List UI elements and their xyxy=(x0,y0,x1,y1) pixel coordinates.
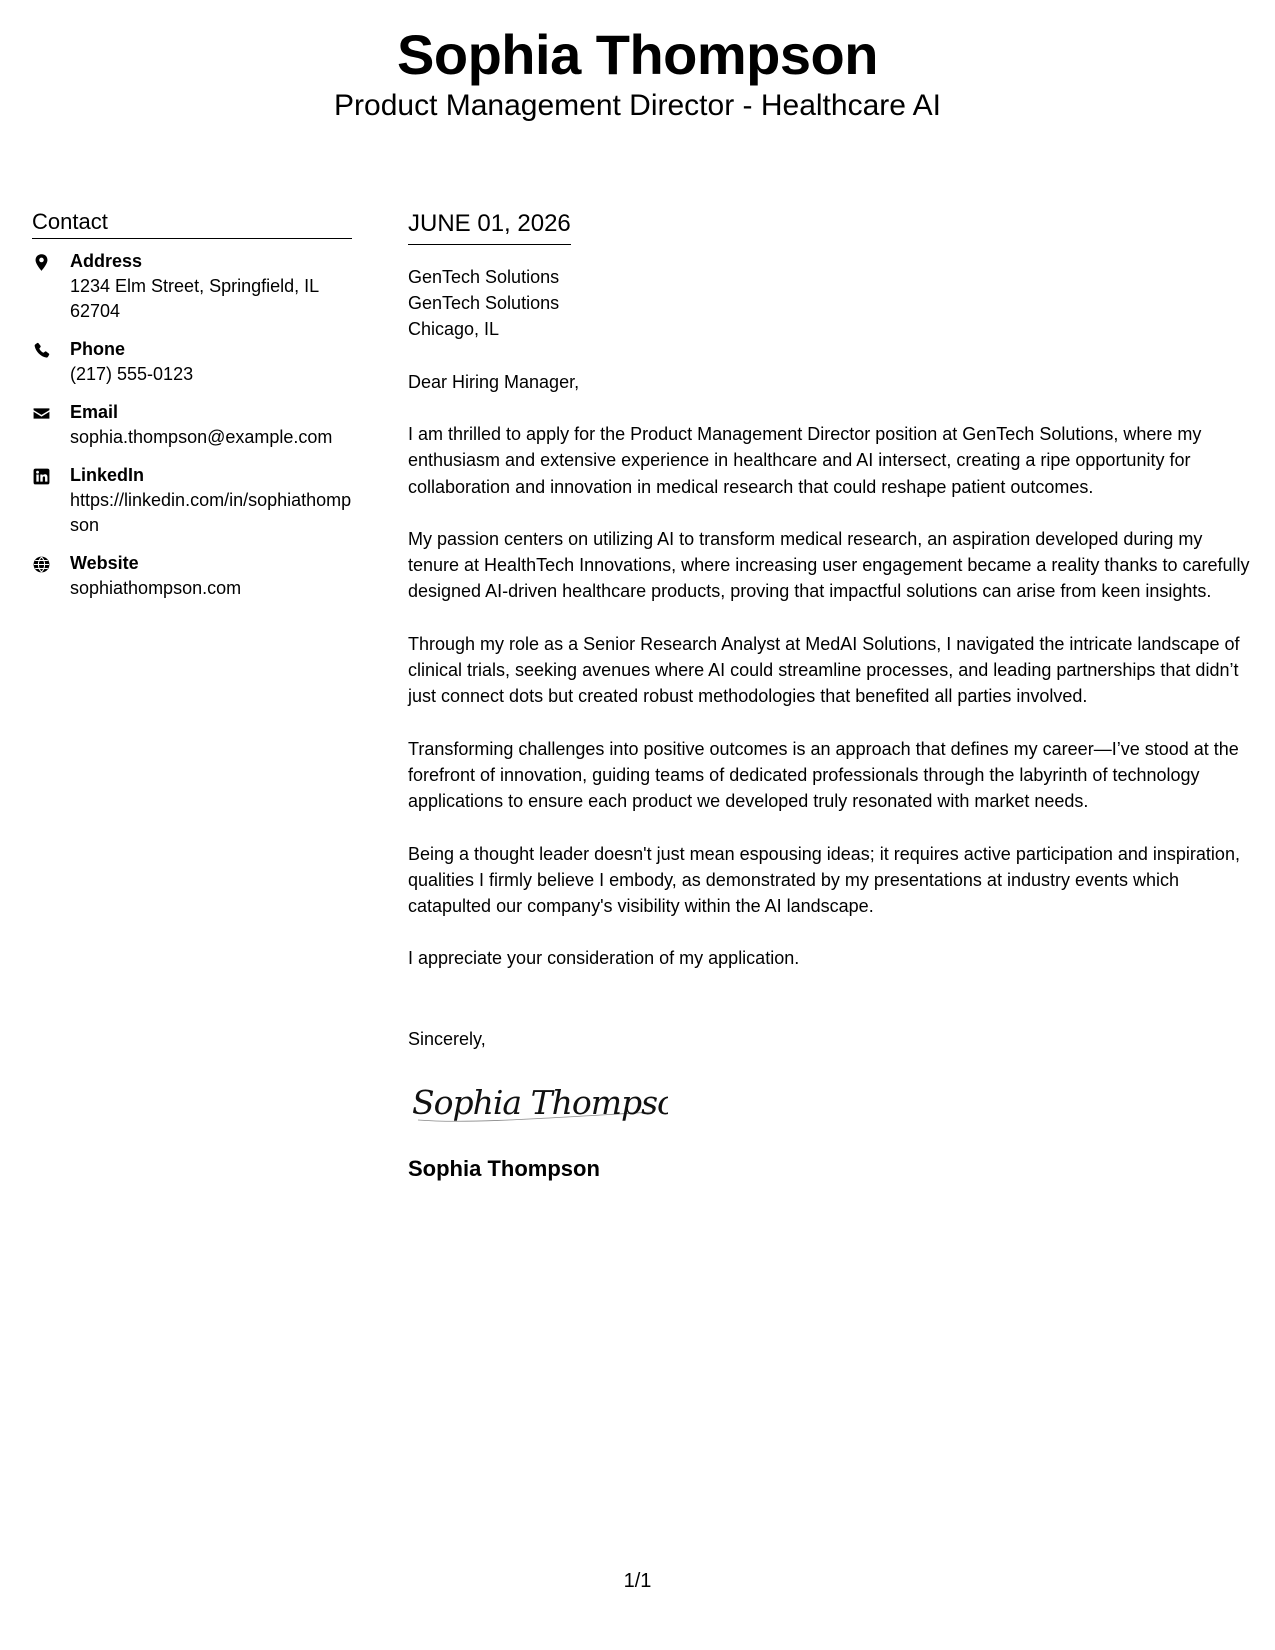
applicant-title: Product Management Director - Healthcare AI xyxy=(334,89,941,122)
handwritten-signature xyxy=(408,1074,668,1134)
contact-linkedin xyxy=(32,463,352,538)
recipient-block xyxy=(408,264,1253,342)
contact-label: Email xyxy=(70,402,119,422)
recipient-line: GenTech Solutions xyxy=(408,267,560,287)
letter-date: JUNE 01, 2026 xyxy=(408,208,571,245)
contact-phone xyxy=(32,337,352,387)
recipient-line: GenTech Solutions xyxy=(408,293,560,313)
contact-label: Address xyxy=(70,251,143,271)
contact-label: Phone xyxy=(70,339,126,359)
page-number: 1/1 xyxy=(623,1570,652,1592)
letter-body xyxy=(408,208,1253,1183)
phone-icon xyxy=(32,337,70,360)
contact-address xyxy=(32,249,352,324)
contact-value: 1234 Elm Street, Springfield, IL 62704 xyxy=(70,276,319,321)
closing: Sincerely, xyxy=(408,1028,486,1049)
applicant-name: Sophia Thompson xyxy=(397,23,878,86)
contact-heading: Contact xyxy=(32,208,352,239)
svg-text:Sophia Thompson: Sophia Thompson xyxy=(412,1082,668,1122)
contact-value[interactable]: https://linkedin.com/in/sophiathompson xyxy=(70,490,352,535)
letter-paragraph: Transforming challenges into positive outcomes is an approach that defines my career—I’ve stood at the forefront of innovation, guiding teams of dedicated professionals through the labyrinth of technology applications to ensure each product we developed truly resonated with market needs. xyxy=(408,738,1239,812)
contact-email xyxy=(32,400,352,450)
letter-paragraph: I appreciate your consideration of my application. xyxy=(408,948,800,969)
globe-icon xyxy=(32,551,70,574)
contact-value[interactable]: sophia.thompson@example.com xyxy=(70,427,333,447)
salutation: Dear Hiring Manager, xyxy=(408,372,580,392)
contact-sidebar xyxy=(32,208,352,614)
contact-label: LinkedIn xyxy=(70,465,145,485)
signer-name: Sophia Thompson xyxy=(408,1155,600,1181)
envelope-icon xyxy=(32,400,70,423)
letter-paragraph: I am thrilled to apply for the Product Management Director position at GenTech Solutions, where my enthusiasm and extensive experience in healthcare and AI intersect, creating a ripe opportunity for collaboration and innovation in medical research that could reshape patient outcomes. xyxy=(408,424,1202,497)
linkedin-icon xyxy=(32,463,70,486)
contact-website xyxy=(32,551,352,601)
letter-header xyxy=(0,22,1275,124)
contact-label: Website xyxy=(70,553,139,573)
letter-paragraph: Being a thought leader doesn't just mean espousing ideas; it requires active participation and inspiration, qualities I firmly believe I embody, as demonstrated by my presentations at industry events which catapulted our company's visibility within the AI landscape. xyxy=(408,843,1240,917)
letter-paragraph: Through my role as a Senior Research Analyst at MedAI Solutions, I navigated the intricate landscape of clinical trials, seeking avenues where AI could streamline processes, and leading partnerships that didn’t just connect dots but created robust methodologies that benefited all parties involved. xyxy=(408,633,1240,707)
contact-value[interactable]: sophiathompson.com xyxy=(70,578,242,598)
map-pin-icon xyxy=(32,249,70,272)
recipient-line: Chicago, IL xyxy=(408,319,500,339)
letter-paragraph: My passion centers on utilizing AI to transform medical research, an aspiration developed during my tenure at HealthTech Innovations, where increasing user engagement became a reality thanks to carefully designed AI-driven healthcare products, proving that impactful solutions can arise from keen insights. xyxy=(408,528,1250,602)
contact-value: (217) 555-0123 xyxy=(70,364,194,384)
